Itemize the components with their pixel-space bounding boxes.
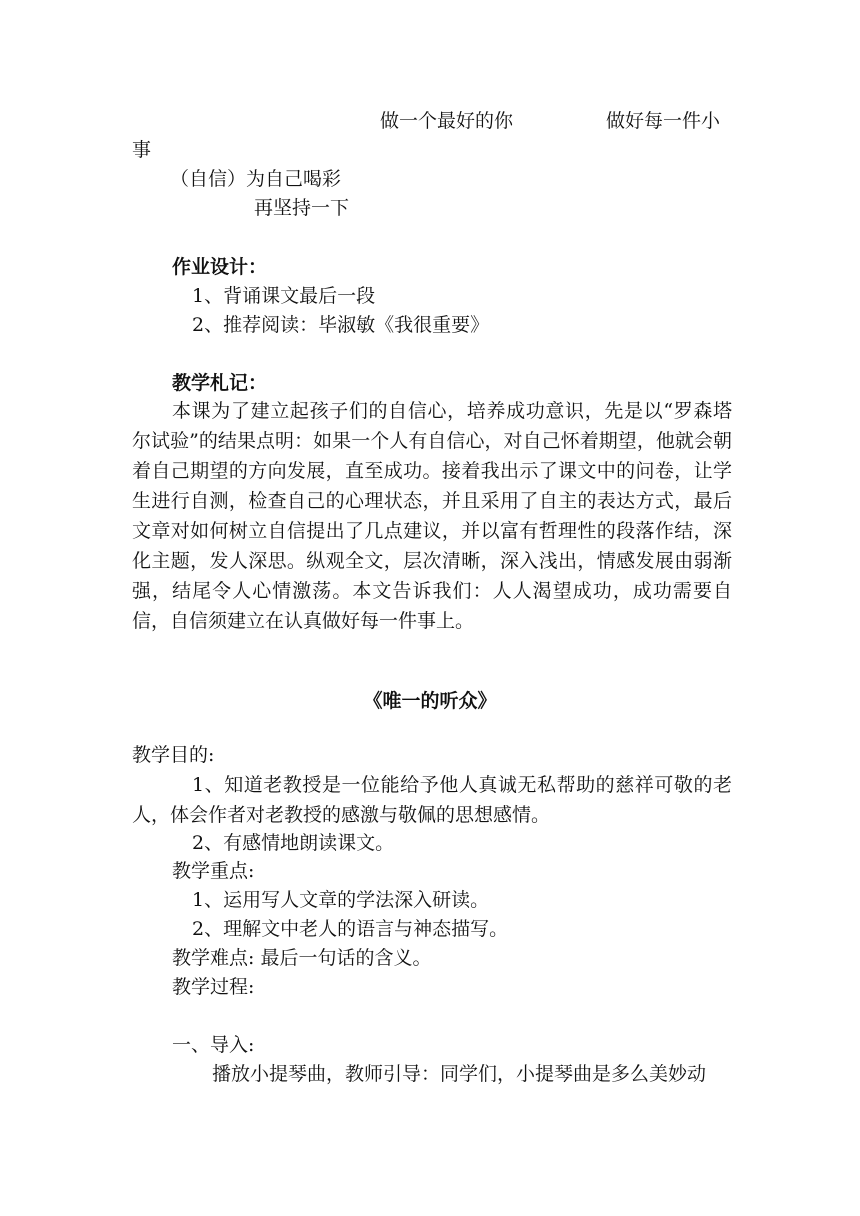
step-1-heading: 一、导入: [172,1034,255,1056]
difficulty-line: 教学难点: 最后一句话的含义。 [172,947,432,969]
notes-heading: 教学札记： [172,372,268,394]
focus-item-2: 2、理解文中老人的语言与神态描写。 [192,918,509,940]
motto-line-wrap: 事 [132,139,152,161]
focus-item-1: 1、运用写人文章的学法深入研读。 [192,889,490,911]
process-heading: 教学过程: [172,976,255,998]
homework-item-2: 2、推荐阅读：毕淑敏《我很重要》 [192,314,490,336]
homework-heading: 作业设计： [172,256,268,278]
persist-line: 再坚持一下 [254,197,350,219]
notes-body: 本课为了建立起孩子们的自信心，培养成功意识，先是以“罗森塔尔试验”的结果点明：如果一个人有自信心，对自己怀着期望，他就会朝着自己期望的方向发展，直至成功。接着我出示了课文中的问卷，让学生进行自测，检查自己的心理状态，并且采用了自主的表达方式，最后文章对如何树立自信提出了几点建议，并以富有哲理性的段落作结，深化主题，发人深思。纵观全文，层次清晰，深入浅出，情感发展由弱渐强，结尾令人心情激荡。本文告诉我们：人人渴望成功，成功需要自信，自信须建立在认真做好每一件事上。 [132,400,732,632]
lesson-title: 《唯一的听众》 [363,690,497,712]
motto-line-2: 做好每一件小 [606,110,721,132]
goals-heading: 教学目的: [132,744,215,766]
goal-item-1: 1、知道老教授是一位能给予他人真诚无私帮助的慈祥可敬的老人，体会作者对老教授的感激与敬佩的思想感情。 [132,774,732,826]
homework-item-1: 1、背诵课文最后一段 [192,285,376,307]
goal-item-2: 2、有感情地朗读课文。 [192,832,395,854]
focus-heading: 教学重点: [172,860,255,882]
confidence-line: （自信）为自己喝彩 [170,168,342,190]
step-1-body: 播放小提琴曲，教师引导：同学们，小提琴曲是多么美妙动 [212,1063,707,1085]
motto-line-1: 做一个最好的你 [380,110,514,132]
